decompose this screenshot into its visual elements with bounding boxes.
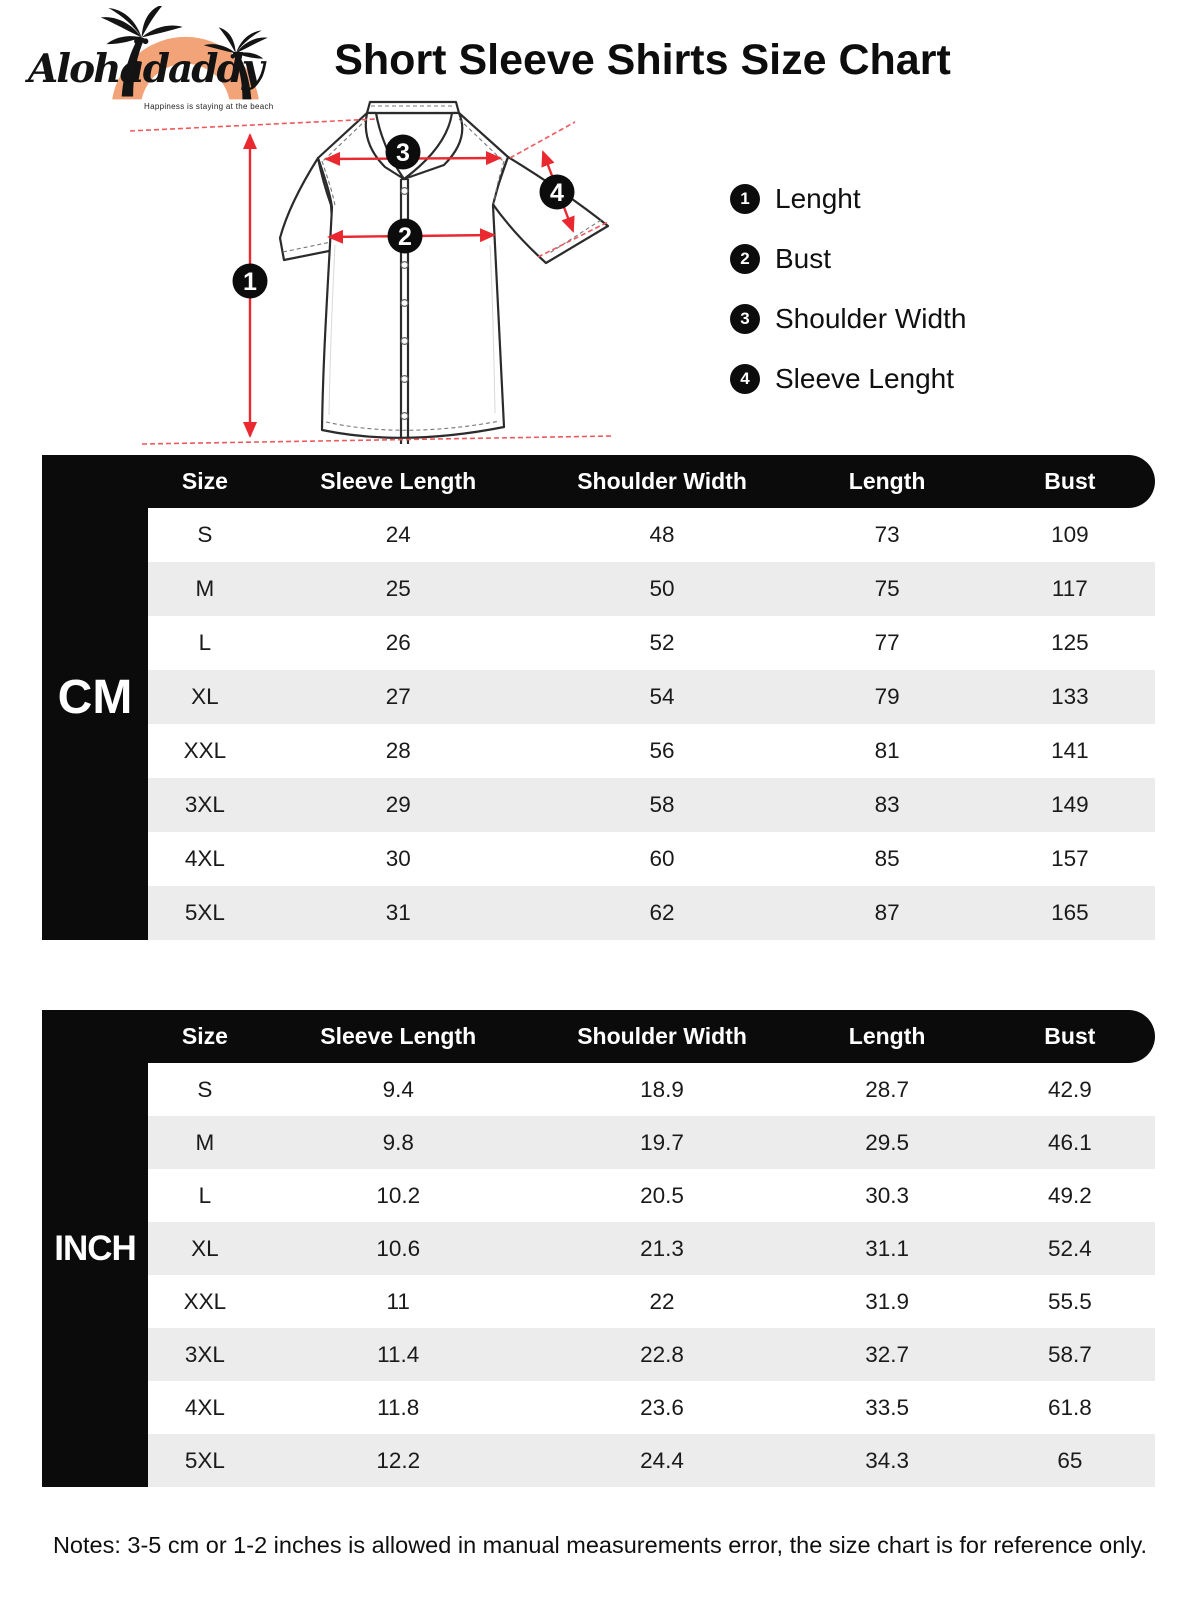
table-row [148,1434,1155,1487]
legend-label: Sleeve Lenght [775,363,955,394]
value-cell: 10.6 [376,1235,421,1261]
value-cell: 26 [385,630,411,655]
table-row [148,670,1155,724]
value-cell: 19.7 [640,1129,684,1155]
value-cell: 48 [649,522,675,547]
table-row [148,562,1155,616]
svg-text:3: 3 [396,138,410,167]
size-cell: XL [191,1235,219,1261]
value-cell: 34.3 [865,1447,909,1473]
value-cell: 87 [874,900,900,925]
value-cell: 28.7 [865,1076,909,1102]
legend-number-badge: 4 [730,364,760,394]
value-cell: 83 [874,792,900,817]
table-body [148,1063,1155,1487]
svg-text:1: 1 [243,267,257,296]
size-cell: L [198,1182,212,1208]
column-header: Size [181,468,228,494]
unit-label: INCH [54,1228,136,1268]
value-cell: 117 [1051,576,1088,601]
column-header: Bust [1044,1023,1096,1049]
unit-band [42,455,148,940]
table-row [148,778,1155,832]
value-cell: 73 [874,522,900,547]
value-cell: 24.4 [640,1447,684,1473]
size-cell: 5XL [184,900,225,925]
legend-item [730,362,966,396]
legend-item [730,302,966,336]
table-row [148,1381,1155,1434]
size-cell: S [197,522,213,547]
table-row [148,1063,1155,1116]
size-cell: 5XL [184,1447,225,1473]
size-table-cm [42,455,1155,940]
table-row [148,1116,1155,1169]
value-cell: 30 [385,846,411,871]
value-cell: 60 [649,846,675,871]
column-header: Shoulder Width [577,1023,747,1049]
value-cell: 31.9 [865,1288,909,1314]
legend-item [730,242,966,276]
column-header: Length [848,468,926,494]
column-header: Size [181,1023,228,1049]
measurement-marker-2 [388,219,423,254]
unit-band [42,1010,148,1487]
size-table-inch [42,1010,1155,1487]
value-cell: 75 [874,576,900,601]
value-cell: 9.4 [382,1076,414,1102]
value-cell: 58 [649,792,675,817]
table-header-row [42,1010,1155,1063]
legend-label: Bust [775,243,832,274]
table-row [148,508,1155,562]
size-cell: M [195,576,215,601]
value-cell: 21.3 [640,1235,684,1261]
value-cell: 79 [874,684,900,709]
measurement-marker-4 [540,175,575,210]
value-cell: 52.4 [1047,1235,1092,1261]
value-cell: 11.4 [377,1341,420,1367]
value-cell: 29 [385,792,411,817]
brand-name: Alohadaddy [28,46,263,92]
legend-number-badge: 3 [730,304,760,334]
table-row [148,1275,1155,1328]
legend-number-badge: 1 [730,184,760,214]
value-cell: 77 [874,630,900,655]
size-cell: S [197,1076,213,1102]
size-cell: 4XL [184,1394,225,1420]
table-row [148,616,1155,670]
table-header-row [42,455,1155,508]
page-title: Short Sleeve Shirts Size Chart [334,36,951,84]
value-cell: 49.2 [1047,1182,1092,1208]
table-row [148,1328,1155,1381]
value-cell: 20.5 [640,1182,684,1208]
size-cell: 3XL [184,1341,225,1367]
value-cell: 22.8 [640,1341,684,1367]
value-cell: 42.9 [1047,1076,1092,1102]
value-cell: 33.5 [865,1394,909,1420]
value-cell: 10.2 [376,1182,421,1208]
value-cell: 125 [1051,630,1089,655]
legend-number-badge: 2 [730,244,760,274]
value-cell: 65 [1057,1447,1083,1473]
value-cell: 85 [874,846,900,871]
table-row [148,832,1155,886]
value-cell: 31.1 [865,1235,909,1261]
value-cell: 55.5 [1047,1288,1092,1314]
value-cell: 29.5 [865,1129,909,1155]
value-cell: 9.8 [382,1129,414,1155]
table-body [148,508,1155,940]
value-cell: 24 [385,522,411,547]
size-cell: 3XL [184,792,225,817]
value-cell: 22 [649,1288,675,1314]
value-cell: 61.8 [1047,1394,1092,1420]
legend-label: Lenght [775,183,861,214]
legend-item [730,182,966,216]
unit-label: CM [57,671,133,724]
value-cell: 11.8 [377,1394,420,1420]
value-cell: 46.1 [1047,1129,1092,1155]
column-header: Length [848,1023,926,1049]
value-cell: 27 [385,684,411,709]
size-cell: XL [191,684,219,709]
value-cell: 52 [649,630,675,655]
value-cell: 165 [1051,900,1089,925]
value-cell: 62 [649,900,675,925]
column-header: Sleeve Length [320,1023,477,1049]
length-guide-top-line [130,119,376,131]
measurement-legend [730,182,966,396]
column-header: Shoulder Width [577,468,747,494]
value-cell: 11 [386,1288,410,1314]
size-cell: M [195,1129,215,1155]
column-header: Bust [1044,468,1096,494]
value-cell: 81 [874,738,900,763]
brand-tagline: Happiness is staying at the beach [144,102,274,111]
svg-text:2: 2 [398,222,412,251]
size-cell: XXL [183,738,227,763]
measurement-marker-1 [233,264,268,299]
value-cell: 50 [649,576,675,601]
value-cell: 54 [649,684,675,709]
column-header: Sleeve Length [320,468,477,494]
value-cell: 149 [1051,792,1089,817]
value-cell: 109 [1051,522,1089,547]
measurement-marker-3 [386,135,421,170]
svg-text:4: 4 [550,178,564,207]
size-cell: 4XL [184,846,225,871]
table-row [148,1222,1155,1275]
value-cell: 23.6 [640,1394,684,1420]
value-cell: 18.9 [640,1076,684,1102]
value-cell: 32.7 [865,1341,909,1367]
value-cell: 141 [1051,738,1089,763]
size-cell: L [198,630,212,655]
value-cell: 56 [649,738,675,763]
legend-label: Shoulder Width [775,303,967,334]
value-cell: 58.7 [1047,1341,1092,1367]
value-cell: 28 [385,738,411,763]
value-cell: 133 [1051,684,1089,709]
value-cell: 12.2 [376,1447,421,1473]
notes-text: Notes: 3-5 cm or 1-2 inches is allowed in manual measurements error, the size chart is for reference only. [52,1532,1148,1558]
table-row [148,1169,1155,1222]
shirt-measurement-diagram [120,95,620,457]
table-row [148,724,1155,778]
value-cell: 157 [1051,846,1089,871]
value-cell: 31 [385,900,411,925]
table-row [148,886,1155,940]
value-cell: 25 [385,576,411,601]
size-cell: XXL [183,1288,227,1314]
value-cell: 30.3 [865,1182,909,1208]
